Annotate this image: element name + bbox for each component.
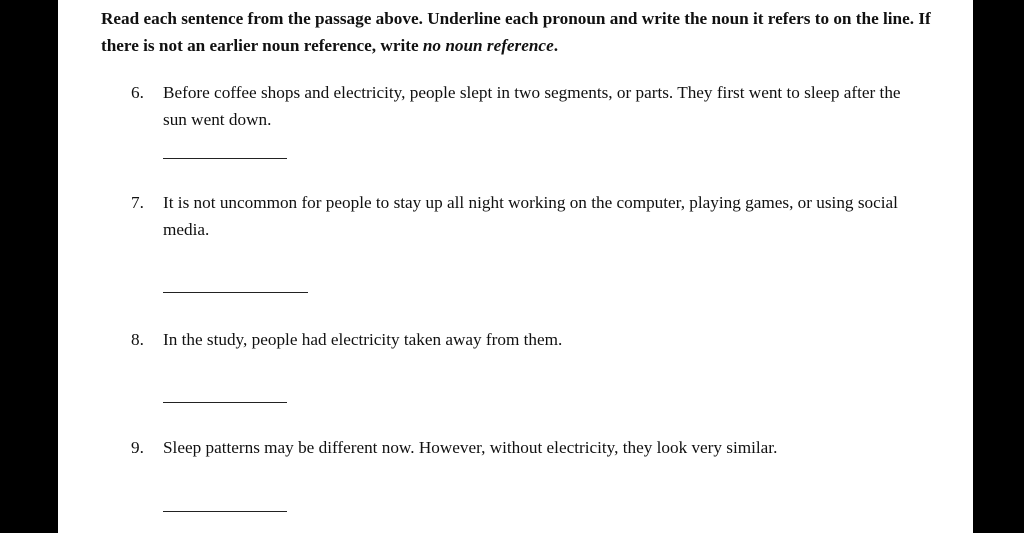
- question-text: In the study, people had electricity taken away from them.: [163, 330, 563, 349]
- question-8: [131, 326, 911, 353]
- answer-line-7[interactable]: [163, 292, 308, 293]
- question-9: [131, 434, 911, 461]
- question-text: Before coffee shops and electricity, people slept in two segments, or parts. They first went to sleep after the sun went down.: [163, 83, 901, 129]
- question-number: 6.: [131, 83, 144, 102]
- question-text: It is not uncommon for people to stay up all night working on the computer, playing games, or using social media.: [163, 193, 898, 239]
- instructions-end: .: [553, 36, 558, 55]
- question-6: [131, 79, 911, 133]
- worksheet-page: [58, 0, 973, 533]
- answer-line-9[interactable]: [163, 511, 287, 512]
- question-number: 9.: [131, 438, 144, 457]
- instructions: [101, 5, 931, 59]
- question-text: Sleep patterns may be different now. However, without electricity, they look very similar.: [163, 438, 778, 457]
- instructions-text: Read each sentence from the passage above. Underline each pronoun and write the noun it refers to on the line. If there is not an earlier noun reference, write: [101, 9, 931, 55]
- question-number: 8.: [131, 330, 144, 349]
- question-7: [131, 189, 911, 243]
- answer-line-8[interactable]: [163, 402, 287, 403]
- instructions-emphasis: no noun reference: [422, 36, 554, 55]
- answer-line-6[interactable]: [163, 158, 287, 159]
- question-number: 7.: [131, 193, 144, 212]
